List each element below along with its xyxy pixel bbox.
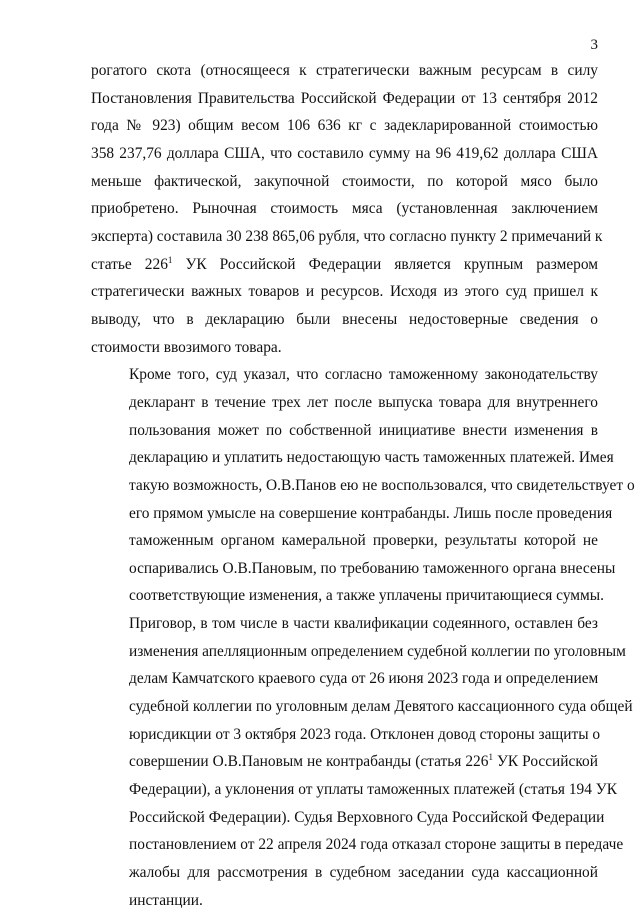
superscript: 1: [167, 254, 173, 265]
text-line: изменения апелляционным определением судебной коллегии по уголовным: [129, 642, 626, 660]
text-line: года № 923) общим весом 106 636 кг с задекларированной стоимостью: [91, 117, 598, 135]
text-line: 358 237,76 доллара США, что составило сумму на 96 419,62 доллара США: [91, 144, 598, 162]
text-line: таможенным органом камеральной проверки, результаты которой не: [129, 532, 598, 550]
paragraph: [91, 361, 635, 610]
text-line: делам Камчатского краевого суда от 26 июня 2023 года и определением: [129, 670, 599, 688]
text-line: Федерации), а уклонения от уплаты таможенных платежей (статья 194 УК: [129, 781, 617, 799]
text-line: Кроме того, суд указал, что согласно таможенному законодательству: [129, 366, 598, 384]
text-line: соответствующие изменения, а также уплачены причитающиеся суммы.: [129, 587, 604, 605]
text-line: такую возможность, О.В.Панов ею не воспользовался, что свидетельствует о: [129, 476, 635, 494]
text-line: Постановления Правительства Российской Федерации от 13 сентября 2012: [91, 89, 598, 107]
text-line: его прямом умысле на совершение контрабанды. Лишь после проведения: [129, 504, 613, 522]
text-line: жалобы для рассмотрения в судебном заседании суда кассационной: [129, 864, 598, 882]
text-line: рогатого скота (относящееся к стратегически важным ресурсам в силу: [91, 62, 598, 79]
text-line: меньше фактической, закупочной стоимости, по которой мясо было: [91, 172, 598, 190]
paragraph: [91, 610, 633, 914]
text-line: стоимости ввозимого товара.: [91, 338, 282, 356]
text-line: стратегически важных товаров и ресурсов. Исходя из этого суд пришел к: [91, 283, 598, 301]
text-line: юрисдикции от 3 октября 2023 года. Отклонен довод стороны защиты о: [129, 725, 601, 743]
text-line: пользования может по собственной инициативе внести изменения в: [129, 421, 598, 439]
document-body: [91, 57, 635, 914]
text-line: оспаривались О.В.Пановым, по требованию таможенного органа внесены: [129, 559, 616, 577]
text-line: выводу, что в декларацию были внесены недостоверные сведения о: [91, 310, 598, 328]
text-line: эксперта) составила 30 238 865,06 рубля, что согласно пункту 2 примечаний к: [91, 227, 603, 245]
text-line: инстанции.: [129, 891, 203, 909]
page-number: 3: [590, 37, 598, 53]
superscript: 1: [488, 752, 493, 763]
text-line: статье $226^1$ УК Российской Федерации является крупным размером: [91, 254, 599, 273]
text-line: постановлением от 22 апреля 2024 года отказал стороне защиты в передаче: [129, 836, 624, 854]
paragraph: [91, 57, 603, 361]
text-line: совершении О.В.Пановым не контрабанды (статья $226^1$ УК Российской: [129, 752, 598, 771]
text-line: декларацию и уплатить недостающую часть таможенных платежей. Имея: [129, 449, 614, 467]
text-line: декларант в течение трех лет после выпуска товара для внутреннего: [129, 393, 598, 411]
text-line: Приговор, в том числе в части квалификации содеянного, оставлен без: [129, 615, 598, 633]
text-line: судебной коллегии по уголовным делам Девятого кассационного суда общей: [129, 698, 633, 716]
text-line: приобретено. Рыночная стоимость мяса (установленная заключением: [91, 200, 598, 218]
text-line: Российской Федерации). Судья Верховного Суда Российской Федерации: [129, 808, 605, 826]
